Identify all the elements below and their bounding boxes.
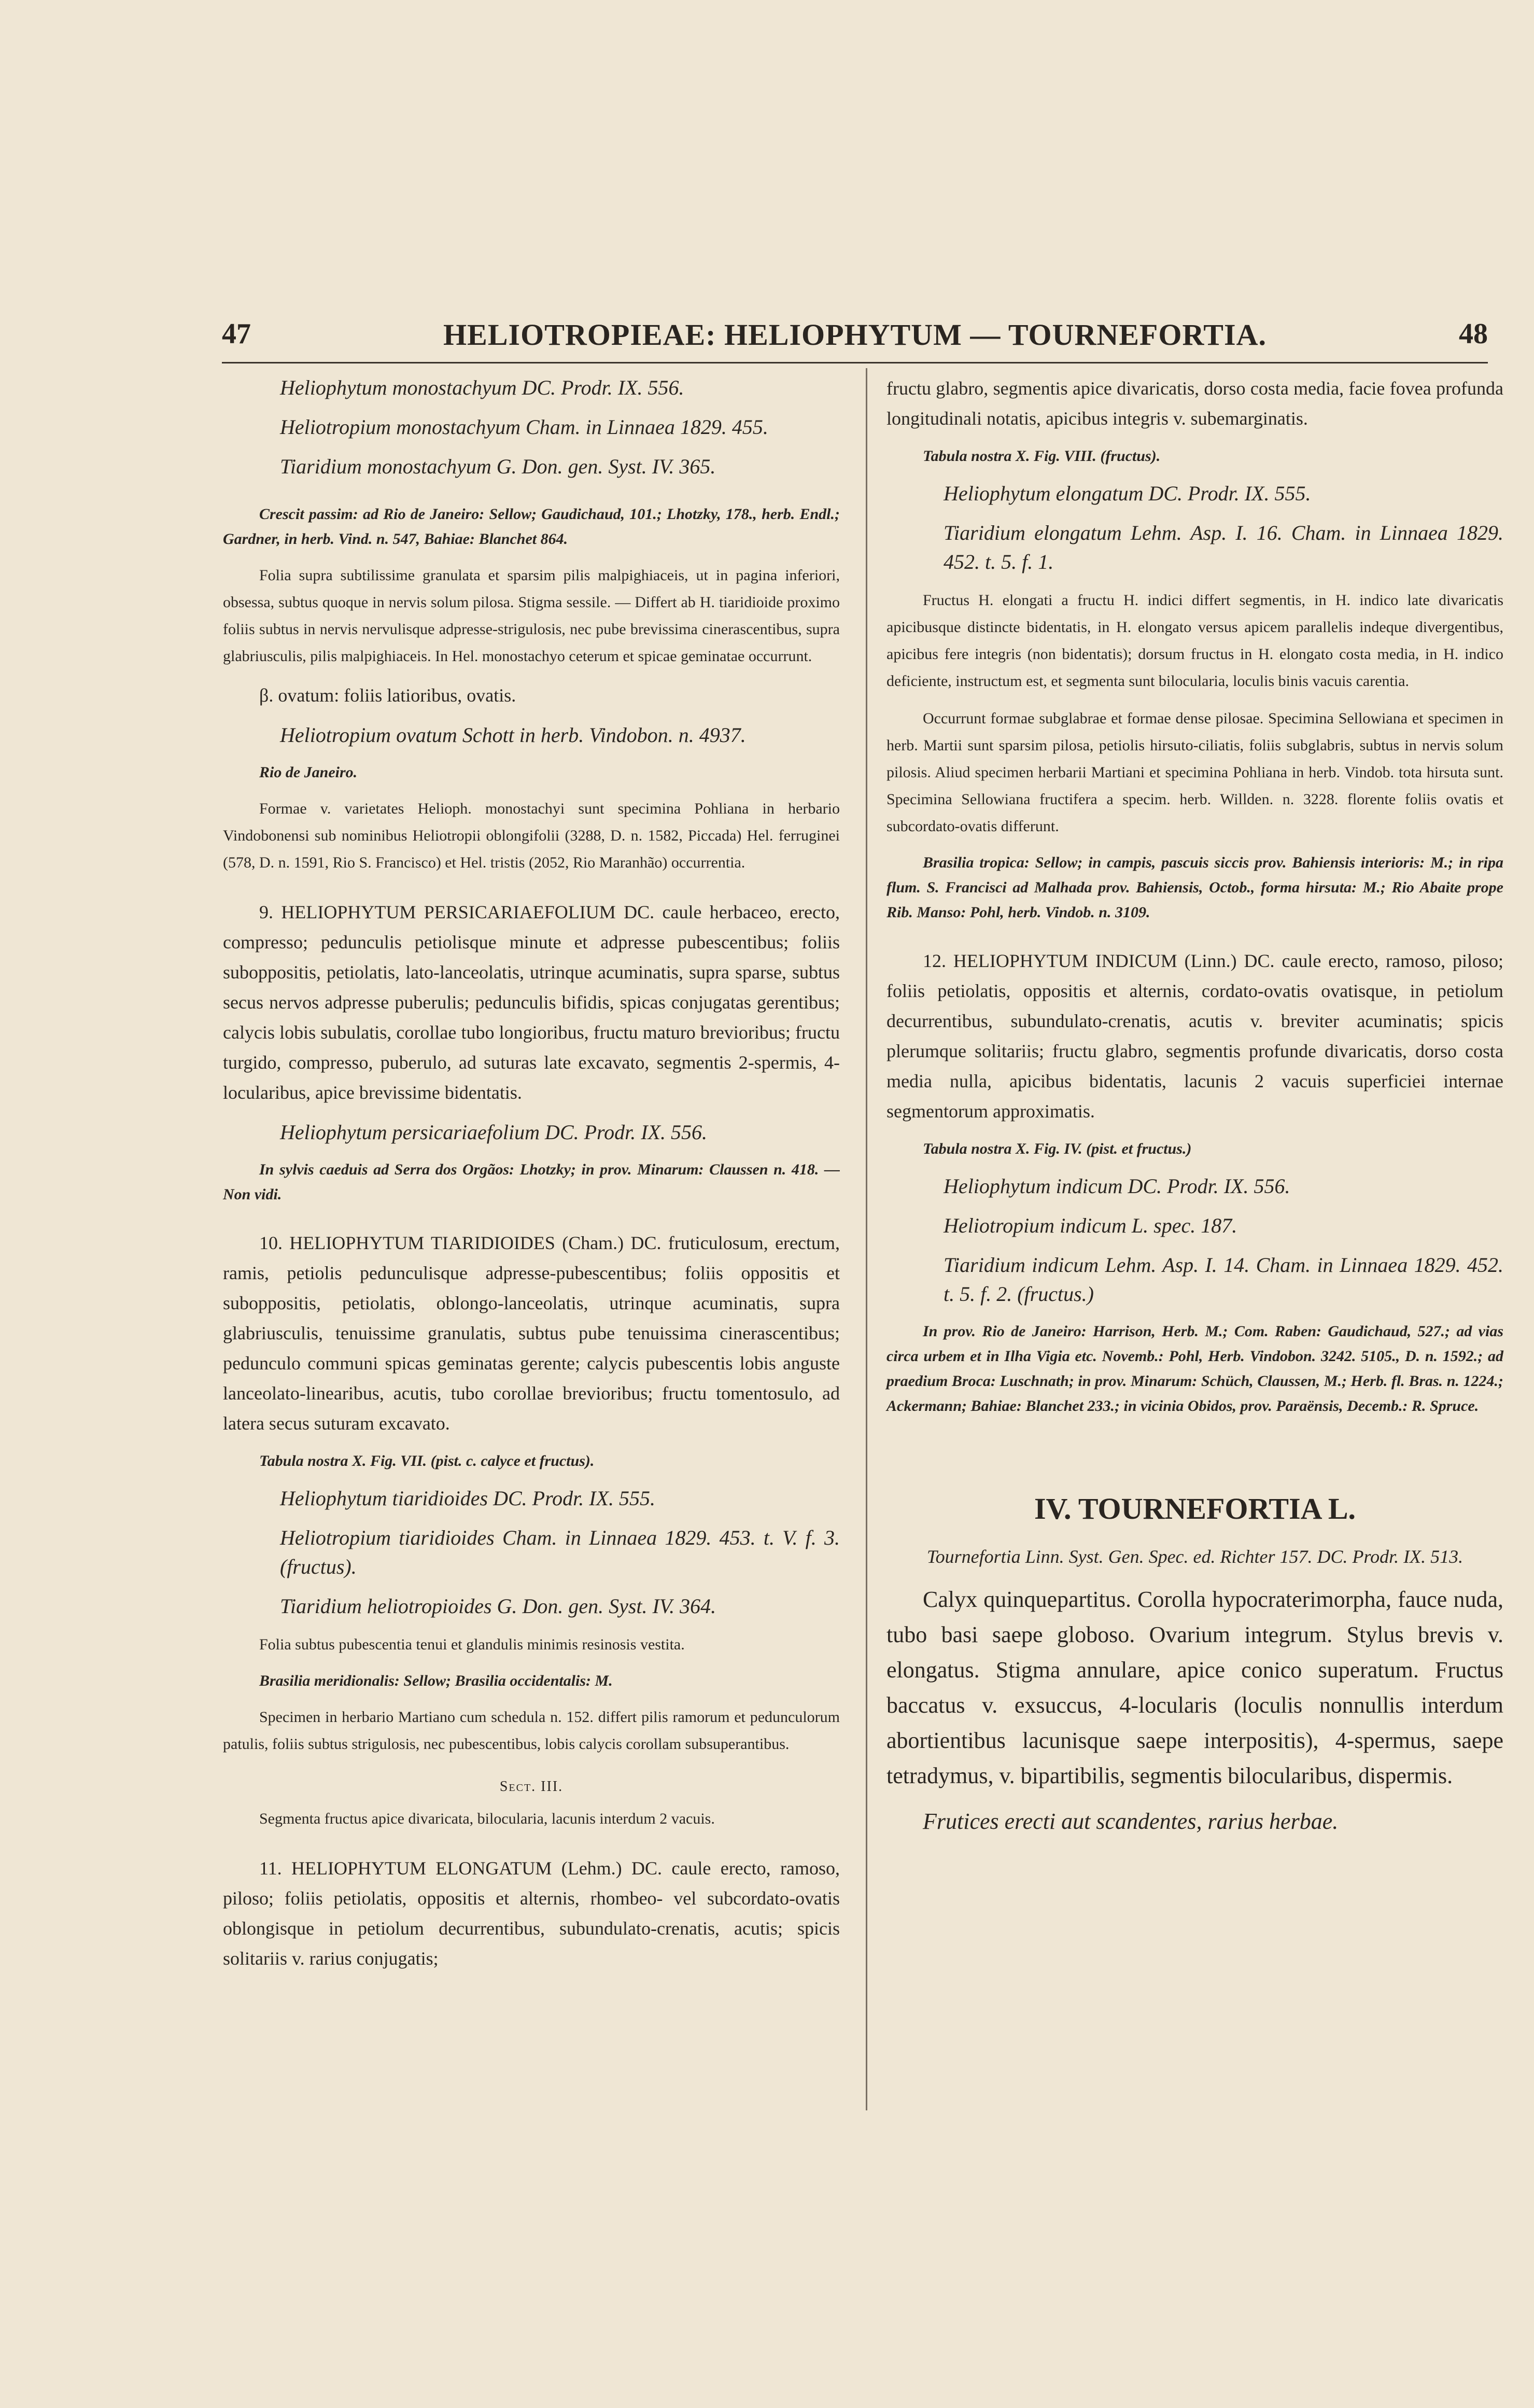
species-description-11: 11. HELIOPHYTUM ELONGATUM (Lehm.) DC. caule erecto, ramoso, piloso; foliis petiolatis, oppositis et alternis, rhombeo- vel subcordato-ovatis oblongisque in petiolum decurrentibus, subundulato-crenatis, acutis; spicis solitariis v. rarius conjugatis; bbox=[223, 1858, 840, 1969]
page-number-right: 48 bbox=[1459, 318, 1488, 350]
note-paragraph: Formae v. varietates Helioph. monostachyi sunt specimina Pohliana in herbario Vindobonensi sub nominibus Heliotropii oblongifolii (3288, D. n. 1582, Piccada) Hel. ferruginei (578, D. n. 1591, Rio S. Francisco) et Hel. tristis (2052, Rio Maranhão) occurrentia. bbox=[223, 800, 840, 871]
section-description: Segmenta fructus apice divaricata, bilocularia, lacunis interdum 2 vacuis. bbox=[259, 1810, 715, 1827]
genus-description: Calyx quinquepartitus. Corolla hypocraterimorpha, fauce nuda, tubo basi saepe globoso. Ovarium integrum. Stylus brevis v. elongatus. Stigma annulare, apice conico superatum. Fructus baccatus v. exsuccus, 4-locularis (loculis nonnullis interdum abortientibus lacunisque saepe interpositis), 4-spermus, saepe tetradymus, v. bipartibilis, segmentis bilocularibus, dispermis. bbox=[886, 1587, 1503, 1788]
page-number-left: 47 bbox=[222, 318, 251, 350]
running-title: HELIOTROPIEAE: HELIOPHYTUM — TOURNEFORTIA. bbox=[443, 318, 1266, 352]
citation: Heliophytum indicum DC. Prodr. IX. 556. bbox=[944, 1174, 1290, 1198]
section-heading: Sect. III. bbox=[499, 1779, 564, 1795]
species-description-12: 12. HELIOPHYTUM INDICUM (Linn.) DC. caule erecto, ramoso, piloso; foliis petiolatis, oppositis et alternis, cordato-ovatis ovatisque, in petiolum decurrentibus, subundulato-crenatis, acutis v. breviter acuminatis; spicis plerumque solitariis; fructu glabro, segmentis profunde divaricatis, dorso costa media nulla, apicibus bidentatis, lacunis 2 vacuis superficiei internae segmentorum approximatis. bbox=[886, 950, 1503, 1122]
citation: Tiaridium elongatum Lehm. Asp. I. 16. Cham. in Linnaea 1829. 452. t. 5. f. 1. bbox=[944, 521, 1503, 573]
locality-text: In prov. Rio de Janeiro: Harrison, Herb. M.; Com. Raben: Gaudichaud, 527.; ad vias circa urbem et in Ilha Vigia etc. Novemb.: Pohl, Herb. Vindobon. 3242. 5105., D. n. 1592.; ad praedium Broca: Luschnath; in prov. Minarum: Schüch, Claussen, M.; Herb. fl. Bras. n. 1224.; Ackermann; Bahiae: Blanchet 233.; in vicinia Obidos, prov. Paraënsis, Decemb.: R. Spruce. bbox=[886, 1323, 1503, 1415]
citation: Tiaridium indicum Lehm. Asp. I. 14. Cham. in Linnaea 1829. 452. t. 5. f. 2. (fructus.) bbox=[944, 1253, 1503, 1306]
note-paragraph: Specimen in herbario Martiano cum schedula n. 152. differt pilis ramorum et pedunculorum patulis, foliis subtus strigulosis, nec pubescentibus, lobis calycis corollam subsuperantibus. bbox=[223, 1709, 840, 1753]
note-paragraph: Folia subtus pubescentia tenui et glandulis minimis resinosis vestita. bbox=[259, 1636, 685, 1653]
column-divider bbox=[866, 368, 867, 2110]
left-column bbox=[223, 373, 840, 1984]
citation: Tiaridium heliotropioides G. Don. gen. Syst. IV. 364. bbox=[280, 1594, 716, 1618]
species-description-9: 9. HELIOPHYTUM PERSICARIAEFOLIUM DC. caule herbaceo, erecto, compresso; pedunculis petiolisque minute et adpresse pubescentibus; foliis suboppositis, petiolatis, lato-lanceolatis, utrinque acuminatis, supra sparse, subtus secus nervos adpresse puberulis; pedunculis bifidis, spicas conjugatas gerentibus; calycis lobis subulatis, corollae tubo longioribus, fructu maturo brevioribus; fructu turgido, compresso, puberulo, ad suturas late excavato, segmentis 2-spermis, 4-locularibus, apice brevissime bidentatis. bbox=[223, 902, 840, 1103]
habit-line: Frutices erecti aut scandentes, rarius herbae. bbox=[923, 1809, 1339, 1834]
citation: Heliophytum elongatum DC. Prodr. IX. 555. bbox=[944, 482, 1311, 505]
note-paragraph: Fructus H. elongati a fructu H. indici differt segmentis, in H. indico late divaricatis apicibusque distincte bidentatis, in H. elongato versus apicem parallelis indeque divergentibus, apicibus fere integris (non bidentatis); dorsum fructus in H. elongato costa media, in H. indico deficiente, instructum est, et segmenta sunt bilocularia, loculis binis vacuis carentia. bbox=[886, 592, 1503, 690]
citation: Heliophytum monostachyum DC. Prodr. IX. 556. bbox=[280, 376, 684, 399]
species-description-10: 10. HELIOPHYTUM TIARIDIOIDES (Cham.) DC. fruticulosum, erectum, ramis, petiolis pedunculisque adpresse-pubescentibus; foliis oppositis et suboppositis, petiolatis, oblongo-lanceolatis, utrinque acuminatis, supra glabriusculis, tenuissime granulatis, subtus pube tenuissima cinerascentibus; pedunculo communi spicas geminatas gerente; calycis pubescentis lobis anguste lanceolato-linearibus, acutis, tubo corollae brevioribus; fructu tomentosulo, ad latera secus suturam excavato. bbox=[223, 1233, 840, 1434]
note-paragraph: Folia supra subtilissime granulata et sparsim pilis malpighiaceis, ut in pagina inferiori, obsessa, subtus quoque in nervis solum pilosa. Stigma sessile. — Differt ab H. tiaridioide proximo foliis subtus in nervis nervulisque adpresse-strigulosis, nec pube brevissima cinerascentibus, supra glabriusculis, pilis malpighiaceis. In Hel. monostachyo ceterum et spicae geminatae occurrunt. bbox=[223, 567, 840, 665]
plate-reference: Tabula nostra X. Fig. VII. (pist. c. calyce et fructus). bbox=[259, 1452, 595, 1469]
header-rule bbox=[222, 362, 1488, 363]
locality-text: Rio de Janeiro. bbox=[259, 764, 358, 781]
citation: Heliophytum tiaridioides DC. Prodr. IX. 555. bbox=[280, 1487, 656, 1510]
locality-text: In sylvis caeduis ad Serra dos Orgãos: Lhotzky; in prov. Minarum: Claussen n. 418. — Non vidi. bbox=[223, 1161, 840, 1203]
citation: Heliotropium monostachyum Cham. in Linnaea 1829. 455. bbox=[280, 415, 768, 439]
continued-description: fructu glabro, segmentis apice divaricatis, dorso costa media, facie fovea profunda longitudinali notatis, apicibus integris v. subemarginatis. bbox=[886, 378, 1503, 429]
locality-text: Brasilia meridionalis: Sellow; Brasilia occidentalis: M. bbox=[259, 1672, 613, 1689]
citation: Heliophytum persicariaefolium DC. Prodr. IX. 556. bbox=[280, 1121, 708, 1144]
citation: Heliotropium ovatum Schott in herb. Vindobon. n. 4937. bbox=[280, 723, 746, 747]
note-paragraph: Occurrunt formae subglabrae et formae dense pilosae. Specimina Sellowiana et specimen in herb. Martii sunt sparsim pilosa, petiolis hirsuto-ciliatis, foliis subglabris, subtus in nervis solum pilosis. Aliud specimen herbarii Martiani et specimina Pohliana in herb. Vindob. tota hirsuta sunt. Specimina Sellowiana fructifera a specim. herb. Willden. n. 3228. florente foliis ovatis et subcordato-ovatis differunt. bbox=[886, 710, 1503, 835]
plate-reference: Tabula nostra X. Fig. IV. (pist. et fructus.) bbox=[923, 1140, 1192, 1157]
right-column bbox=[886, 373, 1503, 1850]
plate-reference: Tabula nostra X. Fig. VIII. (fructus). bbox=[923, 447, 1161, 465]
genus-citation: Tournefortia Linn. Syst. Gen. Spec. ed. Richter 157. DC. Prodr. IX. 513. bbox=[926, 1546, 1463, 1567]
variety-line: β. ovatum: foliis latioribus, ovatis. bbox=[259, 685, 516, 706]
genus-heading: IV. TOURNEFORTIA L. bbox=[1034, 1492, 1356, 1525]
citation: Heliotropium indicum L. spec. 187. bbox=[944, 1214, 1237, 1237]
locality-text: Brasilia tropica: Sellow; in campis, pascuis siccis prov. Bahiensis interioris: M.; in ripa flum. S. Francisci ad Malhada prov. Bahiensis, Octob., forma hirsuta: M.; Rio Abaite prope Rib. Manso: Pohl, herb. Vindob. n. 3109. bbox=[886, 854, 1503, 921]
citation: Tiaridium monostachyum G. Don. gen. Syst. IV. 365. bbox=[280, 455, 716, 478]
running-header bbox=[222, 317, 1488, 359]
citation: Heliotropium tiaridioides Cham. in Linnaea 1829. 453. t. V. f. 3. (fructus). bbox=[280, 1526, 840, 1578]
locality-text: Crescit passim: ad Rio de Janeiro: Sellow; Gaudichaud, 101.; Lhotzky, 178., herb. Endl.; Gardner, in herb. Vind. n. 547, Bahiae: Blanchet 864. bbox=[223, 506, 840, 548]
